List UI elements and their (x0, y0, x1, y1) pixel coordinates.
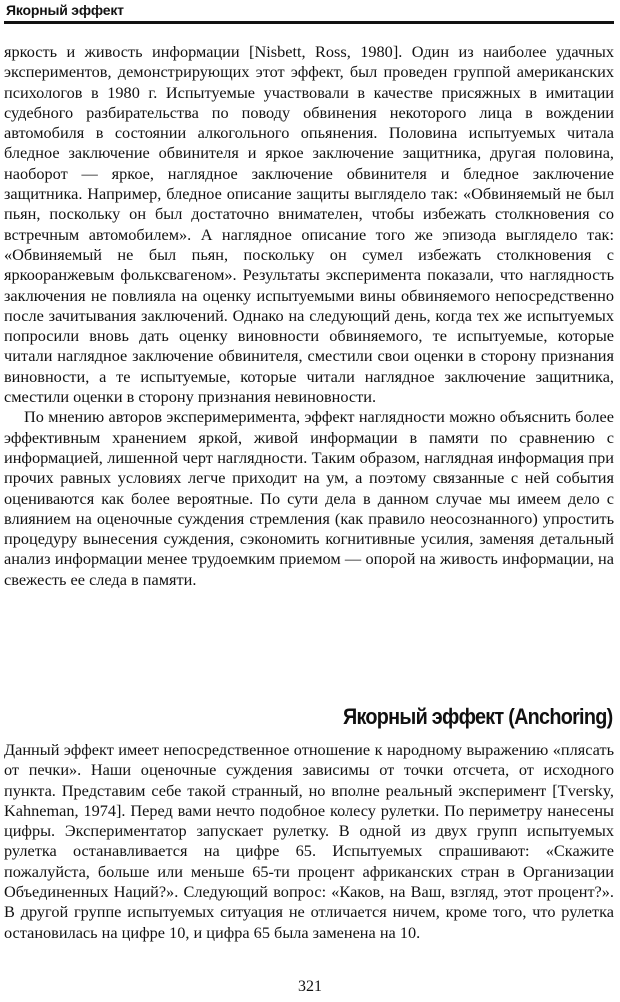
running-head: Якорный эффект (6, 2, 124, 18)
header-rule (4, 21, 614, 24)
paragraph: По мнению авторов эксперимеримента, эффект наглядности можно объяснить более эффективным хранением яркой, живой информации в памяти по сравнению с информацией, лишенной черт наглядности. Таким образом, наглядная информация при прочих равных условиях легче приходит на ум, а поэтому связанные с ней события оцениваются как более вероятные. По сути дела в данном случае мы имеем дело с влиянием на оценочные суждения стремления (как правило неосознанного) упростить процедуру вынесения суждения, сэкономить когнитивные усилия, заменяя детальный анализ информации менее трудоемким приемом — опорой на живость информации, на свежесть ее следа в памяти. (4, 407, 614, 589)
text-block-bottom (4, 740, 614, 943)
paragraph: Данный эффект имеет непосредственное отношение к народному выражению «плясать от печки». Наши оценочные суждения зависимы от точки отсчета, от исходного пункта. Представим себе такой странный, но вполне реальный эксперимент [Tversky, Kahneman, 1974]. Перед вами нечто подобное колесу рулетки. По периметру нанесены цифры. Экспериментатор запускает рулетку. В одной из двух групп испытуемых рулетка останавливается на цифре 65. Испытуемых спрашивают: «Скажите пожалуйста, больше или меньше 65-ти процент африканских стран в Организации Объединенных Наций?». Следующий вопрос: «Каков, на Ваш, взгляд, этот процент?». В другой группе испытуемых ситуация не отличается ничем, кроме того, что рулетка остановилась на цифре 10, и цифра 65 была заменена на 10. (4, 740, 614, 942)
section-heading: Якорный эффект (Anchoring) (342, 704, 612, 729)
page-number: 321 (298, 978, 322, 995)
text-block-top (4, 42, 614, 590)
paragraph-continued: яркость и живость информации [Nisbett, Ross, 1980]. Один из наиболее удачных экспериментов, демонстрирующих этот эффект, был проведен группой американских психологов в 1980 г. Испытуемые участвовали в качестве присяжных в имитации судебного разбирательства по поводу обвинения некоторого лица в вождении автомобиля в состоянии алкогольного опьянения. Половина испытуемых читала бледное заключение обвинителя и яркое заключение защитника, другая половина, наоборот — яркое, наглядное заключение обвинителя и бледное заключение защитника. Например, бледное описание защиты выглядело так: «Обвиняемый не был пьян, поскольку он был достаточно внимателен, чтобы избежать столкновения со встречным автомобилем». А наглядное описание того же эпизода выглядело так: «Обвиняемый не был пьян, поскольку он сумел избежать столкновения с яркооранжевым фольксвагеном». Результаты эксперимента показали, что наглядность заключения не повлияла на оценку испытуемыми вины обвиняемого непосредственно после зачитывания заключений. Однако на следующий день, когда тех же испытуемых попросили вновь дать оценку виновности обвиняемого, те испытуемые, которые читали наглядное заключение обвинителя, сместили свои оценки в сторону признания виновности, а те испытуемые, которые читали наглядное заключение защитника, сместили оценки в сторону признания невиновности. (4, 42, 614, 407)
